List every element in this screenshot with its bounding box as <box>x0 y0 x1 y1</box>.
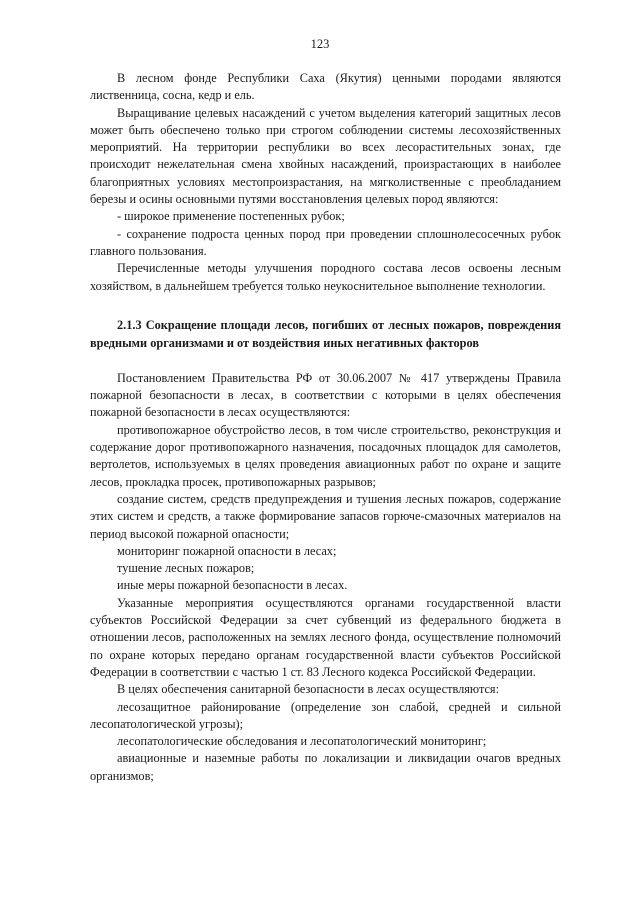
section-heading: 2.1.3 Сокращение площади лесов, погибших от лесных пожаров, повреждения вредными организмами и от воздействия иных негативных факторов <box>90 317 561 350</box>
list-item: авиационные и наземные работы по локализации и ликвидации очагов вредных организмов; <box>90 751 561 783</box>
paragraph: Выращивание целевых насаждений с учетом выделения категорий защитных лесов может быть обеспечено только при строгом соблюдении системы лесохозяйственных мероприятий. На территории республики во всех лесорастительных зонах, где происходит нежелательная смена хвойных насаждений, произрастающих в наиболее благоприятных условиях местопроизрастания, на мягколиственные с преобладанием березы и осины основными путями восстановления целевых пород являются: <box>90 105 561 207</box>
list-item: иные меры пожарной безопасности в лесах. <box>117 578 348 593</box>
paragraph: Постановлением Правительства РФ от 30.06.2007 № 417 утверждены Правила пожарной безопасности в лесах, в соответствии с которыми в целях обеспечения пожарной безопасности в лесах осуществляются: <box>90 370 561 420</box>
list-item: создание систем, средств предупреждения и тушения лесных пожаров, содержание этих систем и средств, а также формирование запасов горюче-смазочных материалов на период высокой пожарной опасности; <box>90 491 561 541</box>
list-item: лесопатологические обследования и лесопатологический мониторинг; <box>117 734 487 749</box>
list-item: - широкое применение постепенных рубок; <box>117 209 345 224</box>
paragraph: В целях обеспечения санитарной безопасности в лесах осуществляются: <box>117 682 500 697</box>
list-item: тушение лесных пожаров; <box>117 561 255 576</box>
paragraph: Перечисленные методы улучшения породного состава лесов освоены лесным хозяйством, в дальнейшем требуется только неукоснительное выполнение технологии. <box>90 261 561 293</box>
page-content <box>90 70 561 785</box>
list-item: мониторинг пожарной опасности в лесах; <box>117 543 337 558</box>
list-item: лесозащитное районирование (определение зон слабой, средней и сильной лесопатологической угрозы); <box>90 699 561 731</box>
list-item: противопожарное обустройство лесов, в том числе строительство, реконструкция и содержание дорог противопожарного назначения, посадочных площадок для самолетов, вертолетов, используемых в целях проведения авиационных работ по охране и защите лесов, прокладка просек, противопожарных разрывов; <box>90 422 561 489</box>
paragraph: В лесном фонде Республики Саха (Якутия) ценными породами являются лиственница, сосна, кедр и ель. <box>90 71 561 103</box>
list-item: - сохранение подроста ценных пород при проведении сплошнолесосечных рубок главного пользования. <box>90 226 561 258</box>
paragraph: Указанные мероприятия осуществляются органами государственной власти субъектов Российской Федерации за счет субвенций из федерального бюджета в отношении лесов, расположенных на землях лесного фонда, осуществление полномочий по охране которых передано органам государственной власти субъектов Российской Федерации в соответствии с частью 1 ст. 83 Лесного кодекса Российской Федерации. <box>90 595 561 679</box>
page-number: 123 <box>310 37 330 51</box>
